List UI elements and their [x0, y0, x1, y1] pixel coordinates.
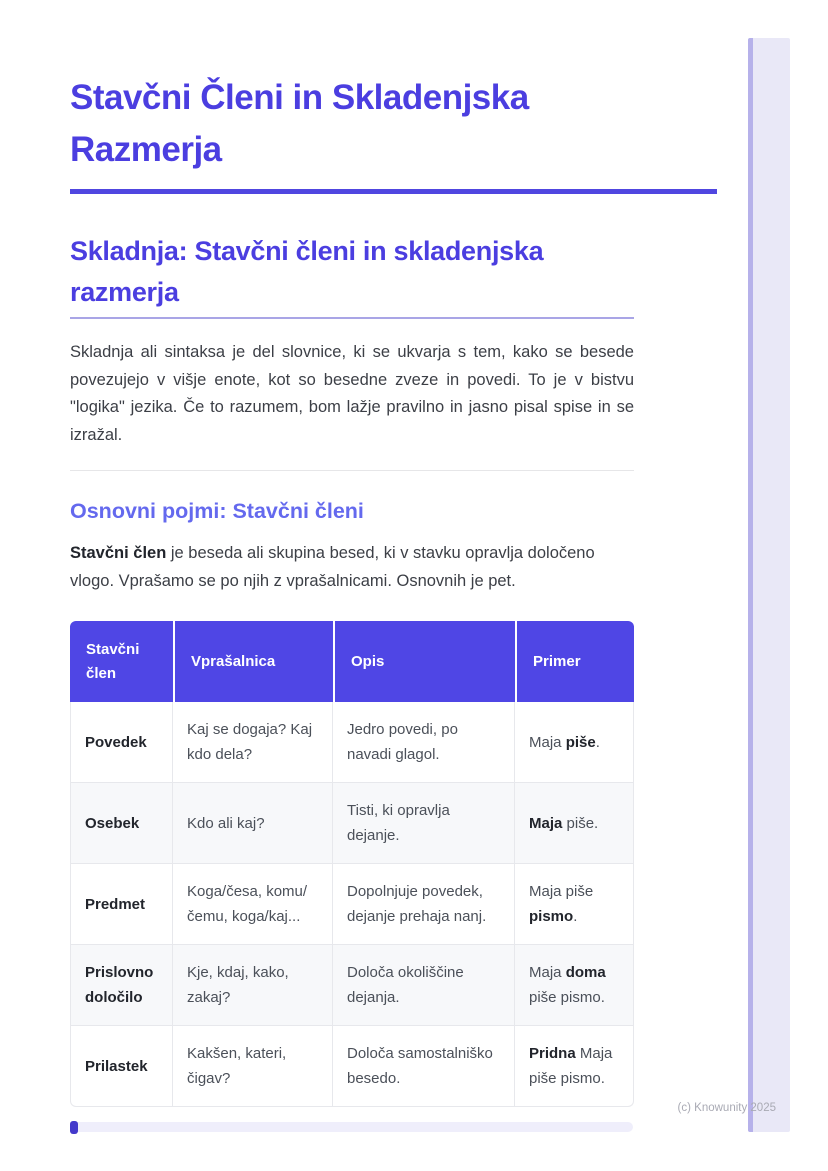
table-cell: Koga/česa, komu/čemu, koga/kaj...: [173, 864, 333, 945]
table-cell: Maja doma piše pismo.: [515, 945, 634, 1026]
content-divider: [70, 470, 634, 471]
lead-paragraph: Stavčni člen je beseda ali skupina besed, ki v stavku opravlja določeno vlogo. Vprašamo se po njih z vprašalnicami. Osnovnih je pet.: [70, 544, 595, 590]
page-title: Stavčni Členi in Skladenjska Razmerja: [70, 78, 529, 169]
sentence-elements-table: [70, 621, 634, 1107]
table-cell: Prislovno določilo: [70, 945, 173, 1026]
table-cell: Povedek: [70, 702, 173, 783]
column-header: Primer: [515, 621, 634, 702]
table-header-row: [70, 621, 634, 702]
table-row: [70, 1026, 634, 1107]
column-header: Vprašalnica: [173, 621, 333, 702]
table-row: [70, 783, 634, 864]
table-cell: Osebek: [70, 783, 173, 864]
title-divider-rule: [70, 189, 717, 194]
column-header: Opis: [333, 621, 515, 702]
table-cell: Tisti, ki opravlja dejanje.: [333, 783, 515, 864]
table-header: [70, 621, 634, 702]
table-row: [70, 945, 634, 1026]
table-row: [70, 864, 634, 945]
table-cell: Kaj se dogaja? Kaj kdo dela?: [173, 702, 333, 783]
table-cell: Prilastek: [70, 1026, 173, 1107]
table-cell: Maja piše.: [515, 783, 634, 864]
table-cell: Kdo ali kaj?: [173, 783, 333, 864]
section-divider-rule: [70, 317, 634, 319]
document-content: [70, 0, 634, 1107]
sub-heading: Osnovni pojmi: Stavčni členi: [70, 499, 364, 523]
table-row: [70, 702, 634, 783]
section-heading: Skladnja: Stavčni členi in skladenjska razmerja: [70, 236, 544, 307]
column-header: Stavčni člen: [70, 621, 173, 702]
table-cell: Dopolnjuje povedek, dejanje prehaja nanj.: [333, 864, 515, 945]
table-cell: Kje, kdaj, kako, zakaj?: [173, 945, 333, 1026]
intro-paragraph: Skladnja ali sintaksa je del slovnice, ki se ukvarja s tem, kako se besede povezujejo v višje enote, kot so besedne zveze in povedi. To je v bistvu "logika" jezika. Če to razumem, bom lažje pravilno in jasno pisal spise in se izražal.: [70, 343, 634, 444]
table-cell: Določa samostalniško besedo.: [333, 1026, 515, 1107]
table-body: [70, 702, 634, 1107]
table-cell: Predmet: [70, 864, 173, 945]
table-cell: Maja piše.: [515, 702, 634, 783]
next-section-accent-marker: [70, 1121, 78, 1134]
next-section-preview-bar: [70, 1122, 633, 1132]
table-cell: Določa okoliščine dejanja.: [333, 945, 515, 1026]
vertical-scrollbar-rail[interactable]: [748, 38, 790, 1132]
copyright-credit: (c) Knowunity 2025: [677, 1102, 776, 1114]
table-cell: Jedro povedi, po navadi glagol.: [333, 702, 515, 783]
table-cell: Kakšen, kateri, čigav?: [173, 1026, 333, 1107]
table-cell: Maja piše pismo.: [515, 864, 634, 945]
table-cell: Pridna Maja piše pismo.: [515, 1026, 634, 1107]
